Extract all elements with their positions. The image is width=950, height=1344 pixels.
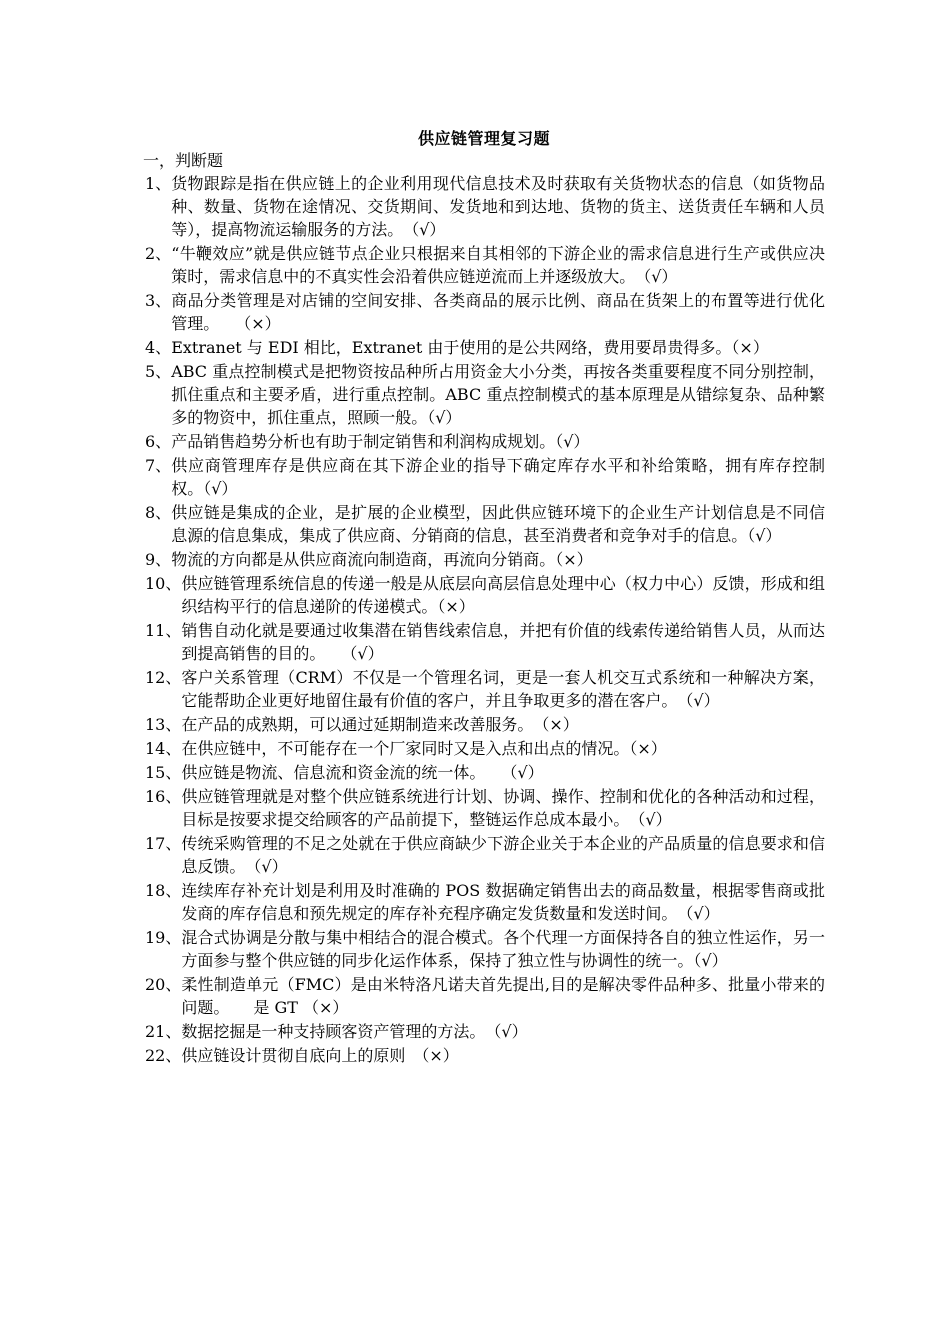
question-text: 供应链是集成的企业，是扩展的企业模型，因此供应链环境下的企业生产计划信息是不同信息源的信息集成，集成了供应商、分销商的信息，甚至消费者和竞争对手的信息。（√） bbox=[171, 503, 825, 545]
question-text: 供应链管理就是对整个供应链系统进行计划、协调、操作、控制和优化的各种活动和过程，目标是按要求提交给顾客的产品前提下，整链运作总成本最小。 （√） bbox=[181, 787, 825, 829]
question-item bbox=[145, 572, 825, 618]
question-text: 商品分类管理是对店铺的空间安排、各类商品的展示比例、商品在货架上的布置等进行优化管理。 （×） bbox=[171, 291, 825, 333]
question-number: 12、 bbox=[145, 668, 182, 687]
question-number: 3、 bbox=[145, 291, 172, 310]
document-title: 供应链管理复习题 bbox=[417, 129, 550, 148]
question-item bbox=[145, 832, 825, 878]
section-heading: 一，判断题 bbox=[143, 151, 224, 170]
question-number: 2、 bbox=[145, 244, 172, 263]
question-number: 18、 bbox=[145, 881, 182, 900]
question-text: “牛鞭效应”就是供应链节点企业只根据来自其相邻的下游企业的需求信息进行生产或供应决策时，需求信息中的不真实性会沿着供应链逆流而上并逐级放大。 （√） bbox=[171, 244, 825, 286]
question-text: ABC 重点控制模式是把物资按品种所占用资金大小分类，再按各类重要程度不同分别控制，抓住重点和主要矛盾，进行重点控制。ABC 重点控制模式的基本原理是从错综复杂、品种繁多的物资中，抓住重点，照顾一般。（√） bbox=[171, 362, 825, 427]
question-text: 连续库存补充计划是利用及时准确的 POS 数据确定销售出去的商品数量，根据零售商或批发商的库存信息和预先规定的库存补充程序确定发货数量和发送时间。 （√） bbox=[181, 881, 825, 923]
question-item bbox=[145, 785, 825, 831]
question-number: 5、 bbox=[145, 362, 172, 381]
question-item bbox=[145, 430, 825, 453]
question-item bbox=[145, 289, 825, 335]
question-item bbox=[145, 737, 825, 760]
question-item bbox=[145, 879, 825, 925]
question-text: 供应商管理库存是供应商在其下游企业的指导下确定库存水平和补给策略，拥有库存控制权。（√） bbox=[171, 456, 825, 498]
question-text: 供应链是物流、信息流和资金流的统一体。 （√） bbox=[181, 763, 544, 782]
question-number: 11、 bbox=[145, 621, 182, 640]
question-number: 13、 bbox=[145, 715, 182, 734]
question-text: 产品销售趋势分析也有助于制定销售和利润构成规划。（√） bbox=[171, 432, 590, 451]
question-item bbox=[145, 454, 825, 500]
question-text: 销售自动化就是要通过收集潜在销售线索信息，并把有价值的线索传递给销售人员，从而达到提高销售的目的。 （√） bbox=[181, 621, 825, 663]
question-text: 在产品的成熟期，可以通过延期制造来改善服务。 （×） bbox=[181, 715, 579, 734]
question-number: 22、 bbox=[145, 1046, 182, 1065]
question-item bbox=[145, 360, 825, 429]
question-number: 15、 bbox=[145, 763, 182, 782]
question-text: 物流的方向都是从供应商流向制造商，再流向分销商。（×） bbox=[171, 550, 593, 569]
question-text: 客户关系管理（CRM）不仅是一个管理名词，更是一套人机交互式系统和一种解决方案，它能帮助企业更好地留住最有价值的客户，并且争取更多的潜在客户。 （√） bbox=[181, 668, 825, 710]
question-text: 柔性制造单元（FMC）是由米特洛凡诺夫首先提出,目的是解决零件品种多、批量小带来的问题。 是 GT （×） bbox=[181, 975, 825, 1017]
question-item bbox=[145, 336, 825, 359]
question-number: 9、 bbox=[145, 550, 172, 569]
question-text: 供应链设计贯彻自底向上的原则 （×） bbox=[181, 1046, 459, 1065]
question-text: 数据挖掘是一种支持顾客资产管理的方法。 （√） bbox=[181, 1022, 528, 1041]
question-text: 供应链管理系统信息的传递一般是从底层向高层信息处理中心（权力中心）反馈，形成和组织结构平行的信息递阶的传递模式。（×） bbox=[181, 574, 825, 616]
question-text: 货物跟踪是指在供应链上的企业利用现代信息技术及时获取有关货物状态的信息（如货物品种、数量、货物在途情况、交货期间、发货地和到达地、货物的货主、送货责任车辆和人员等），提高物流运输服务的方法。 （√） bbox=[171, 174, 825, 239]
document-page bbox=[145, 128, 825, 1068]
question-item bbox=[145, 926, 825, 972]
question-item bbox=[145, 713, 825, 736]
question-number: 10、 bbox=[145, 574, 182, 593]
question-item bbox=[145, 548, 825, 571]
question-item bbox=[145, 619, 825, 665]
question-list bbox=[145, 172, 825, 1067]
question-text: 传统采购管理的不足之处就在于供应商缺少下游企业关于本企业的产品质量的信息要求和信息反馈。 （√） bbox=[181, 834, 825, 876]
question-item bbox=[145, 501, 825, 547]
question-number: 21、 bbox=[145, 1022, 182, 1041]
question-number: 7、 bbox=[145, 456, 172, 475]
question-text: 在供应链中，不可能存在一个厂家同时又是入点和出点的情况。（×） bbox=[181, 739, 667, 758]
question-number: 17、 bbox=[145, 834, 182, 853]
question-item bbox=[145, 172, 825, 241]
question-number: 20、 bbox=[145, 975, 182, 994]
question-number: 4、 bbox=[145, 338, 172, 357]
question-number: 6、 bbox=[145, 432, 172, 451]
question-item bbox=[145, 1020, 825, 1043]
question-number: 19、 bbox=[145, 928, 182, 947]
question-item bbox=[145, 666, 825, 712]
question-text: 混合式协调是分散与集中相结合的混合模式。各个代理一方面保持各自的独立性运作，另一方面参与整个供应链的同步化运作体系，保持了独立性与协调性的统一。（√） bbox=[181, 928, 825, 970]
question-item bbox=[145, 973, 825, 1019]
question-number: 8、 bbox=[145, 503, 172, 522]
question-number: 1、 bbox=[145, 174, 172, 193]
question-item bbox=[145, 242, 825, 288]
question-item bbox=[145, 1044, 825, 1067]
question-text: Extranet 与 EDI 相比，Extranet 由于使用的是公共网络，费用要昂贵得多。（×） bbox=[171, 338, 769, 357]
question-item bbox=[145, 761, 825, 784]
question-number: 14、 bbox=[145, 739, 182, 758]
question-number: 16、 bbox=[145, 787, 182, 806]
